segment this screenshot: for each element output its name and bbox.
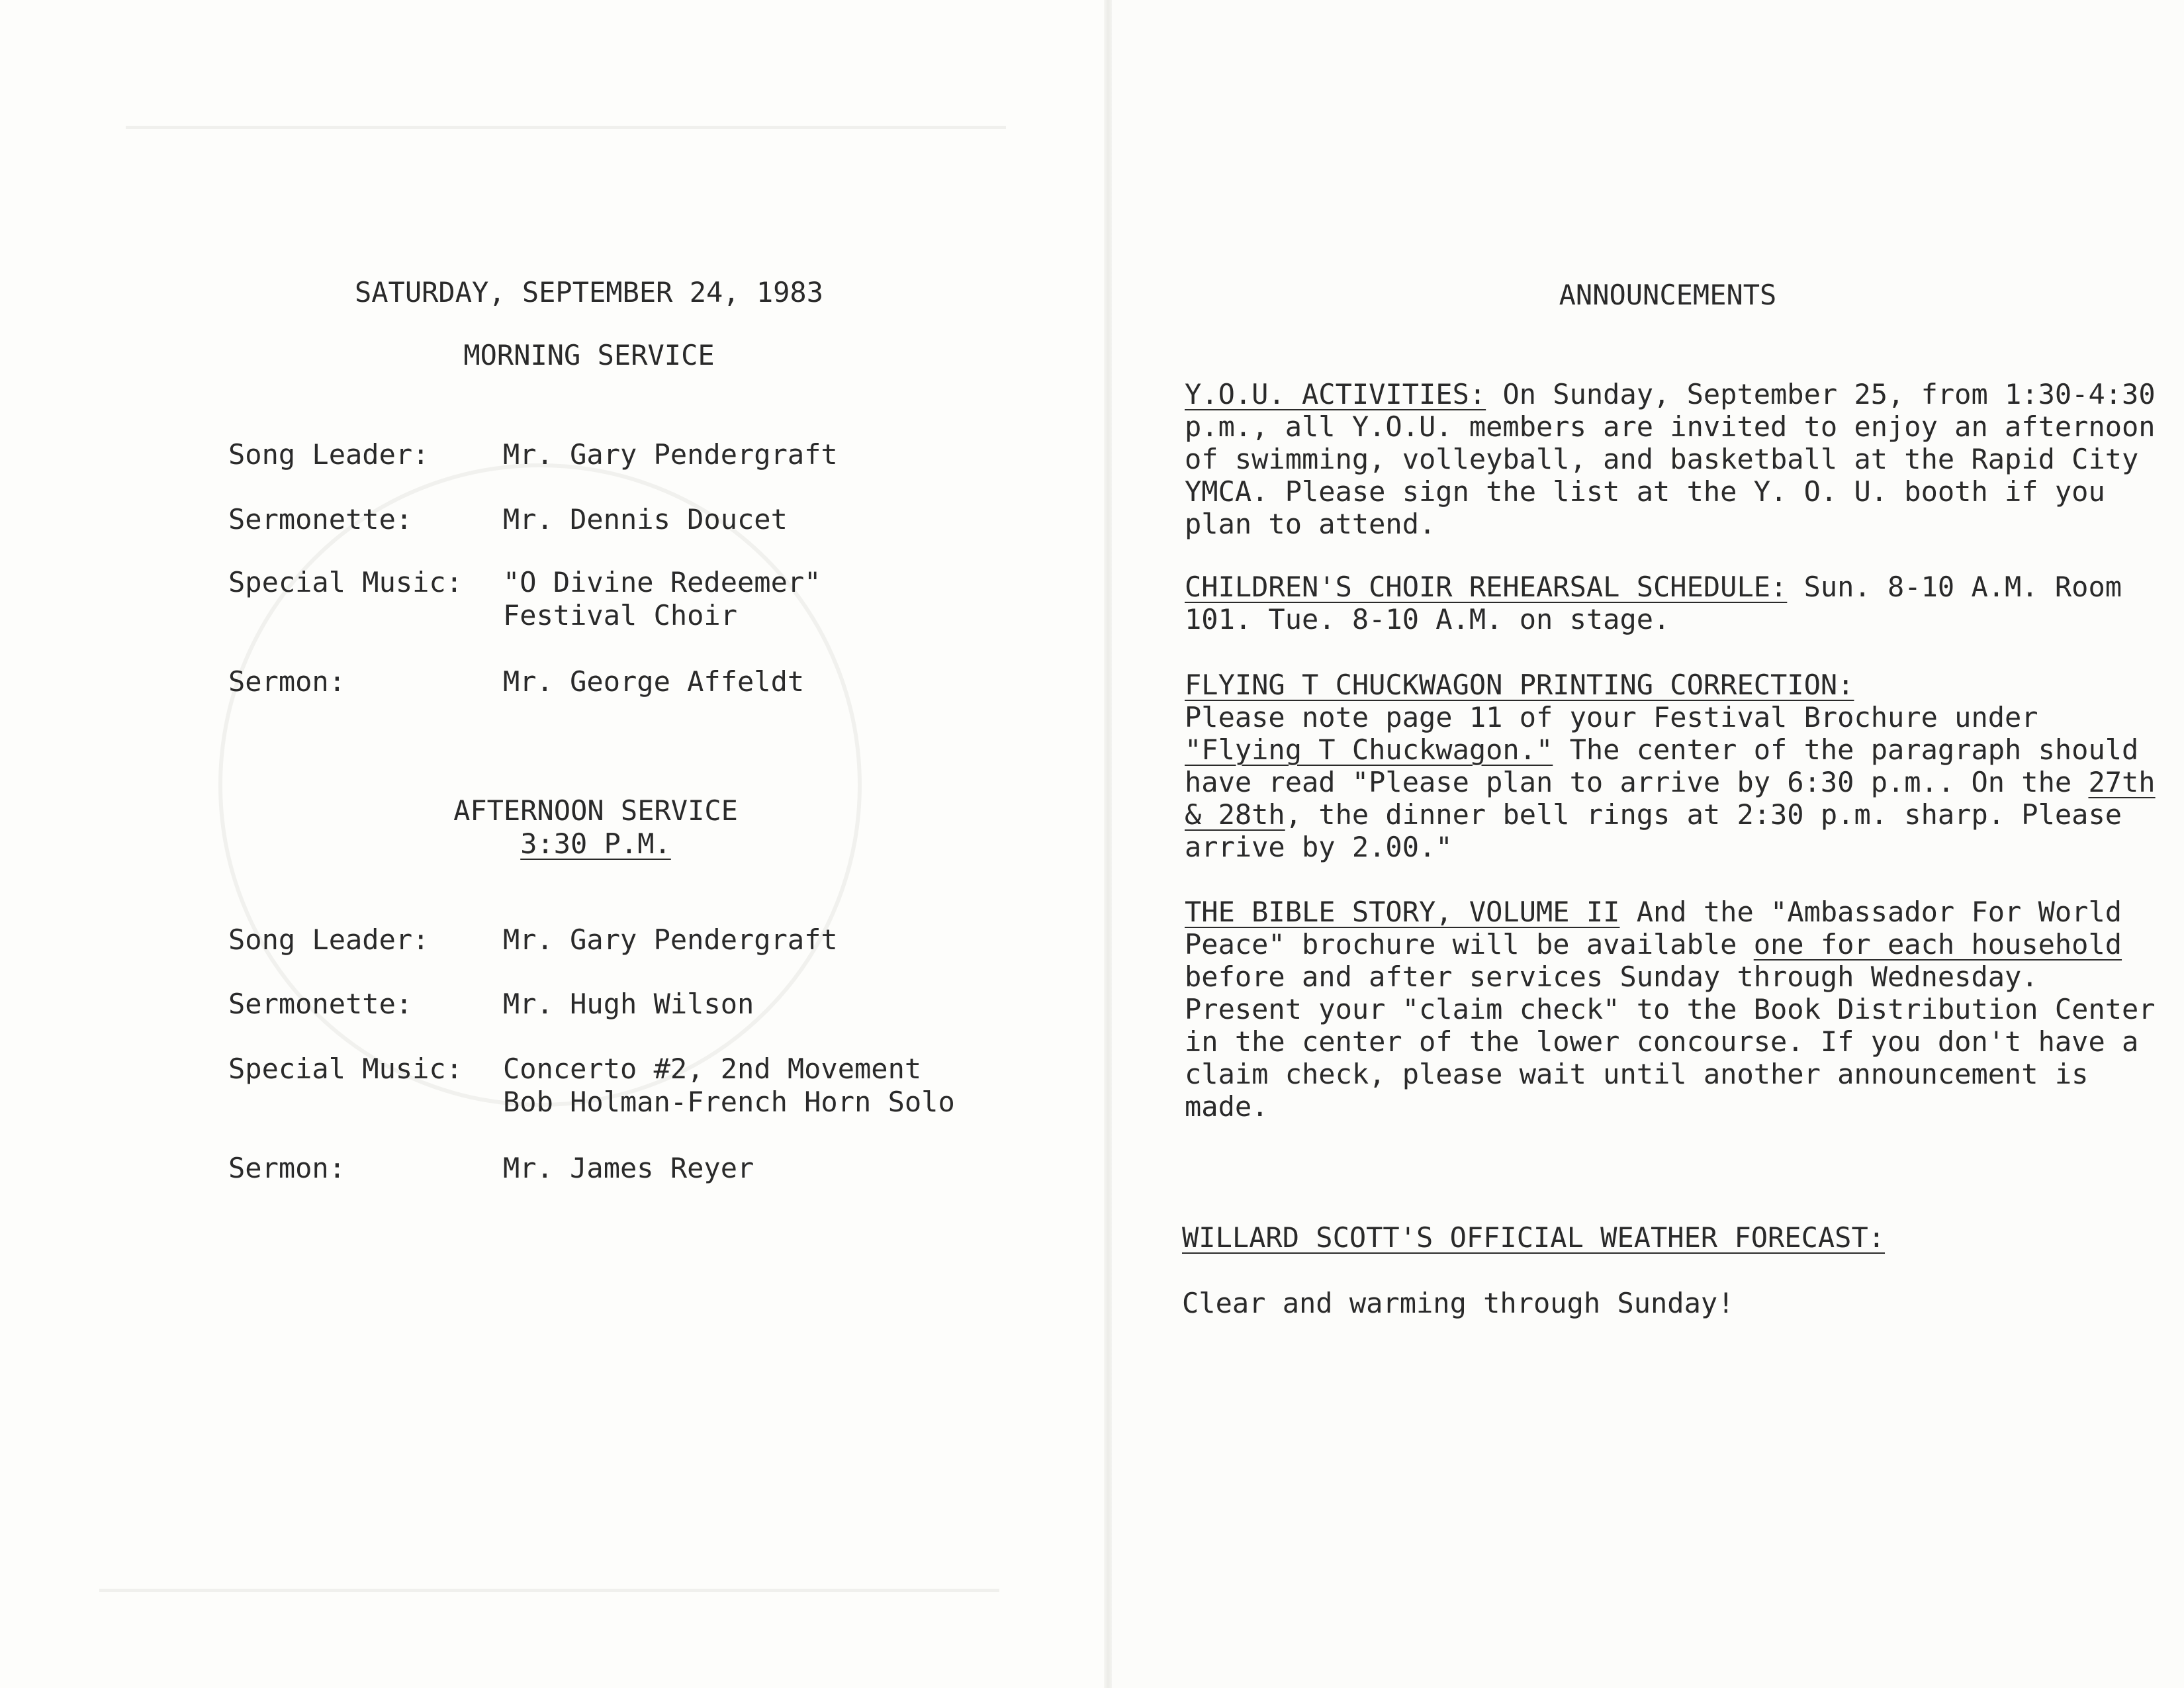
service-date: SATURDAY, SEPTEMBER 24, 1983 (354, 276, 823, 308)
chuckwagon-flying-t: "Flying T Chuckwagon." (1185, 733, 1553, 766)
right-page (1112, 0, 2184, 1688)
bible-story-paragraph (1185, 896, 2164, 1123)
morning-song-leader-value: Mr. Gary Pendergraft (503, 438, 838, 471)
morning-special-music-value: "O Divine Redeemer" (503, 566, 821, 598)
ghost-rule-bottom (99, 1589, 999, 1592)
afternoon-song-leader-label: Song Leader: (228, 923, 430, 956)
bible-story-heading: THE BIBLE STORY, VOLUME II (1185, 896, 1620, 928)
you-activities-body: On Sunday, September 25, from 1:30-4:30 p.m., all Y.O.U. members are invited to enjoy an afternoon of swimming, volleyball, and basketball at the Rapid City YMCA. Please sign the list at the Y. O. U. booth if you plan to attend. (1185, 378, 2156, 540)
afternoon-special-music-label: Special Music: (228, 1053, 463, 1085)
weather-heading: WILLARD SCOTT'S OFFICIAL WEATHER FORECAST: (1182, 1221, 1886, 1254)
morning-special-music-label: Special Music: (228, 566, 463, 598)
chuckwagon-body-b: The center of the paragraph should have read "Please plan to arrive by 6:30 p.m.. On the (1185, 733, 2139, 798)
choir-schedule-paragraph (1185, 571, 2164, 635)
chuckwagon-paragraph (1185, 669, 2171, 863)
morning-sermon-label: Sermon: (228, 665, 346, 698)
afternoon-service-time: 3:30 P.M. (520, 827, 671, 860)
weather-body: Clear and warming through Sunday! (1182, 1287, 1735, 1319)
bible-story-body-a: And the "Ambassador For World Peace" brochure will be available (1185, 896, 2122, 961)
chuckwagon-dates: 27th & 28th (1185, 766, 2156, 831)
announcements-title: ANNOUNCEMENTS (1559, 279, 1777, 311)
bible-story-household: one for each household (1753, 928, 2122, 961)
afternoon-sermon-label: Sermon: (228, 1152, 346, 1184)
afternoon-special-music-value: Concerto #2, 2nd Movement (503, 1053, 922, 1085)
afternoon-sermonette-label: Sermonette: (228, 988, 413, 1020)
chuckwagon-body-c: , the dinner bell rings at 2:30 p.m. sharp. Please arrive by 2.00." (1185, 798, 2122, 863)
you-activities-paragraph (1185, 378, 2171, 540)
afternoon-special-music-value-2: Bob Holman-French Horn Solo (503, 1086, 955, 1118)
choir-schedule-heading: CHILDREN'S CHOIR REHEARSAL SCHEDULE: (1185, 571, 1788, 603)
morning-sermonette-label: Sermonette: (228, 503, 413, 536)
chuckwagon-body-a: Please note page 11 of your Festival Brochure under (1185, 701, 2038, 733)
morning-song-leader-label: Song Leader: (228, 438, 430, 471)
morning-sermon-value: Mr. George Affeldt (503, 665, 805, 698)
ghost-rule-top (126, 126, 1006, 129)
you-activities-heading: Y.O.U. ACTIVITIES: (1185, 378, 1486, 410)
choir-schedule-body: Sun. 8-10 A.M. Room 101. Tue. 8-10 A.M. on stage. (1185, 571, 2122, 635)
chuckwagon-heading: FLYING T CHUCKWAGON PRINTING CORRECTION: (1185, 669, 1854, 701)
afternoon-song-leader-value: Mr. Gary Pendergraft (503, 923, 838, 956)
afternoon-sermonette-value: Mr. Hugh Wilson (503, 988, 754, 1020)
afternoon-service-title: AFTERNOON SERVICE (453, 794, 738, 827)
morning-service-title: MORNING SERVICE (463, 339, 715, 371)
morning-special-music-value-2: Festival Choir (503, 599, 738, 632)
morning-sermonette-value: Mr. Dennis Doucet (503, 503, 788, 536)
afternoon-sermon-value: Mr. James Reyer (503, 1152, 754, 1184)
bible-story-body-b: before and after services Sunday through Wednesday. Present your "claim check" to the Book Distribution Center in the center of the lower concourse. If you don't have a claim check, please wait until another announcement is made. (1185, 961, 2156, 1123)
